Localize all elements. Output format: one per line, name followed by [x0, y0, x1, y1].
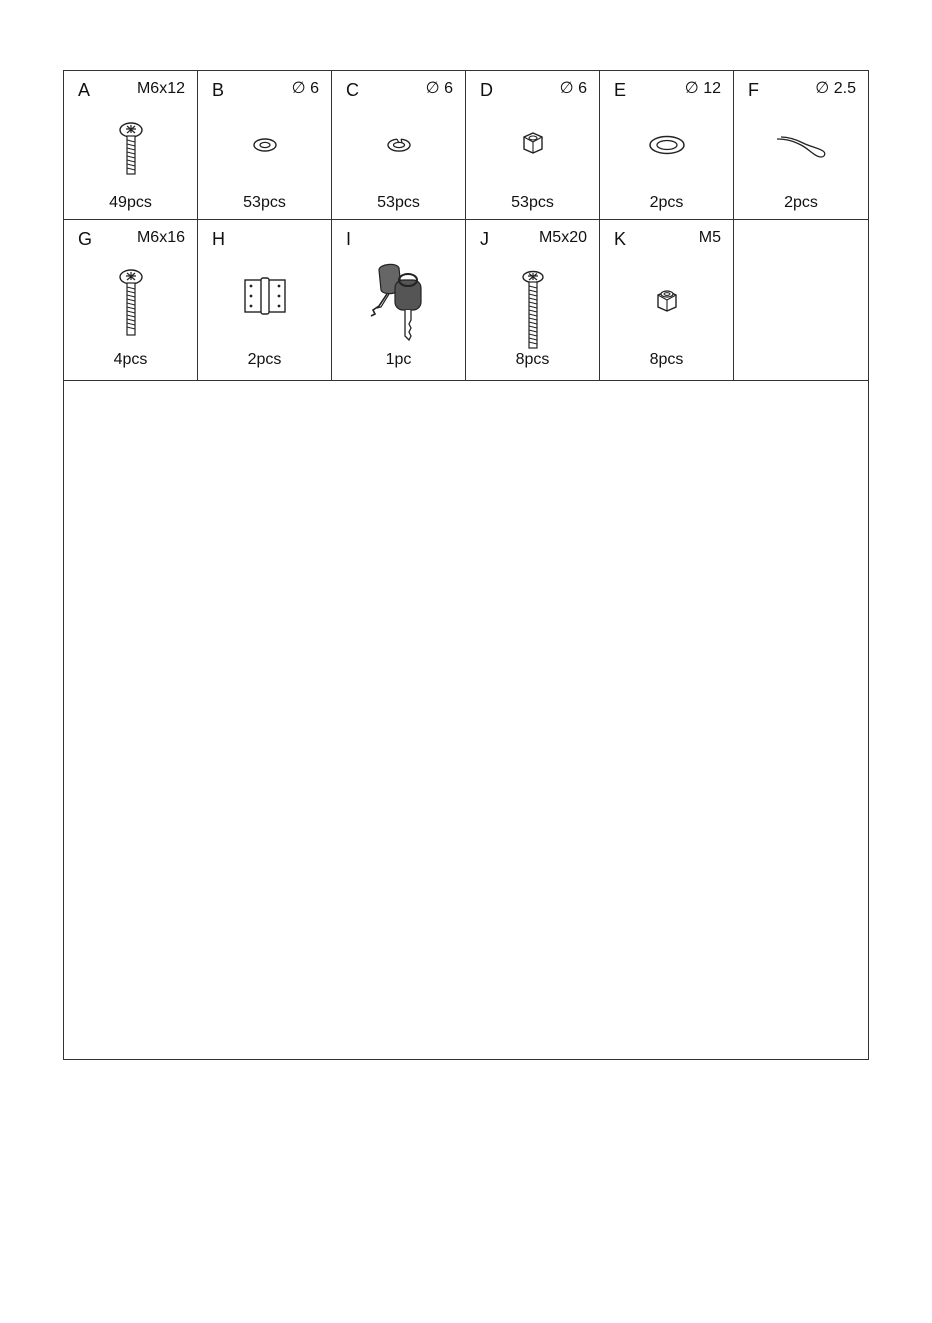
- part-cell-j: [466, 220, 600, 381]
- part-cell-c: [332, 71, 466, 220]
- part-letter: A: [78, 80, 91, 100]
- part-quantity: 53pcs: [243, 194, 286, 211]
- spring-washer-icon: [385, 137, 413, 153]
- keys-icon: [367, 260, 431, 344]
- empty-cell: [734, 220, 868, 381]
- part-cell-g: [64, 220, 198, 381]
- part-quantity: 2pcs: [649, 194, 684, 211]
- large-washer-icon: [647, 134, 687, 156]
- part-spec: ∅ 6: [291, 80, 319, 97]
- part-letter: D: [480, 80, 493, 100]
- blank-area: [64, 381, 868, 1059]
- part-quantity: 53pcs: [511, 194, 554, 211]
- part-spec: ∅ 6: [559, 80, 587, 97]
- part-cell-b: [198, 71, 332, 220]
- part-letter: C: [346, 80, 359, 100]
- screw-icon: [518, 270, 548, 350]
- lock-nut-icon: [652, 286, 682, 314]
- screw-icon: [116, 268, 146, 338]
- part-cell-f: [734, 71, 868, 220]
- part-quantity: 49pcs: [109, 194, 152, 211]
- part-letter: K: [614, 229, 627, 249]
- screw-icon: [116, 121, 146, 177]
- part-letter: B: [212, 80, 225, 100]
- part-spec: M6x16: [136, 229, 185, 246]
- part-cell-h: [198, 220, 332, 381]
- part-letter: J: [480, 229, 489, 249]
- part-quantity: 8pcs: [649, 351, 684, 368]
- part-spec: ∅ 2.5: [815, 80, 856, 97]
- part-quantity: 2pcs: [784, 194, 818, 211]
- hardware-parts-sheet: [63, 70, 869, 1060]
- part-cell-a: [64, 71, 198, 220]
- flat-washer-icon: [251, 137, 279, 153]
- hex-nut-icon: [518, 129, 548, 157]
- part-cell-e: [600, 71, 734, 220]
- part-quantity: 4pcs: [113, 351, 148, 368]
- part-spec: ∅ 6: [425, 80, 453, 97]
- part-cell-i: [332, 220, 466, 381]
- part-quantity: 53pcs: [377, 194, 420, 211]
- parts-grid: [64, 71, 868, 381]
- hinge-icon: [242, 276, 288, 316]
- part-quantity: 2pcs: [247, 351, 282, 368]
- part-letter: E: [614, 80, 627, 100]
- part-letter: F: [748, 80, 759, 100]
- part-cell-k: [600, 220, 734, 381]
- part-spec: ∅ 12: [684, 80, 721, 97]
- part-letter: I: [346, 229, 352, 249]
- part-letter: H: [212, 229, 225, 249]
- part-spec: M6x12: [136, 80, 185, 97]
- part-quantity: 1pc: [385, 351, 412, 368]
- part-spec: M5: [698, 229, 721, 246]
- part-letter: G: [78, 229, 93, 249]
- pin-icon: [773, 131, 829, 161]
- part-quantity: 8pcs: [515, 351, 550, 368]
- part-cell-d: [466, 71, 600, 220]
- part-spec: M5x20: [538, 229, 587, 246]
